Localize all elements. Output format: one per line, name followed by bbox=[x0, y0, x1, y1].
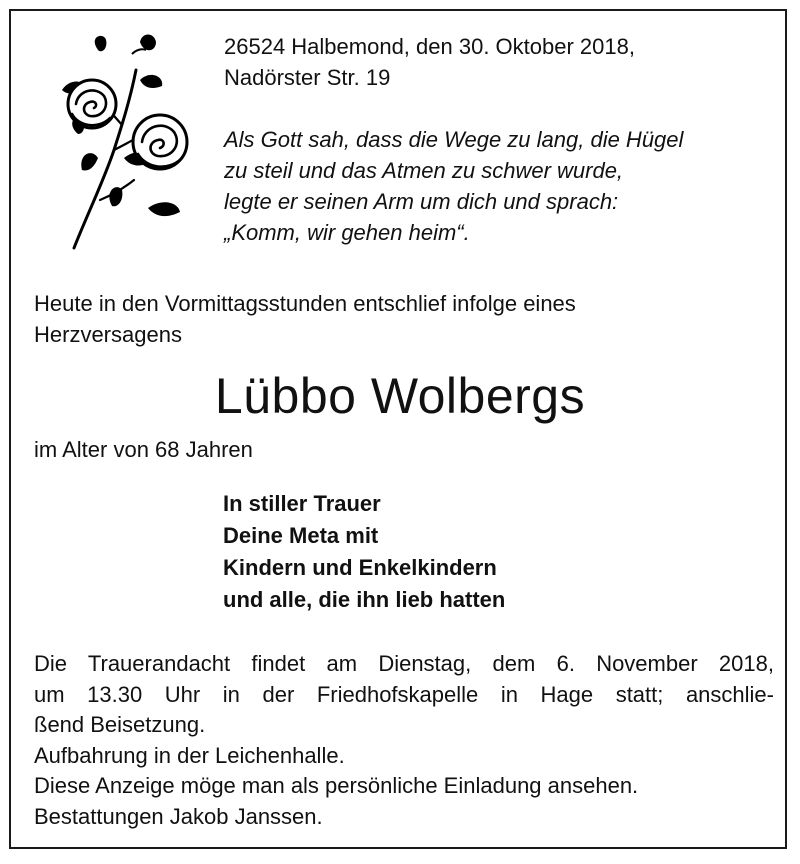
street-address: Nadörster Str. 19 bbox=[224, 65, 391, 90]
info-line: ßend Beisetzung. bbox=[34, 712, 206, 737]
info-line: Aufbahrung in der Leichenhalle. bbox=[34, 742, 345, 768]
info-line: Bestattungen Jakob Janssen. bbox=[34, 803, 323, 829]
info-line: Die Trauerandacht findet am Dienstag, dem 6. November 2018, bbox=[34, 651, 774, 676]
roses-icon bbox=[52, 30, 202, 252]
verse-line: legte er seinen Arm um dich und sprach: bbox=[224, 189, 619, 214]
intro-line: Heute in den Vormittagsstunden entschlief infolge eines bbox=[34, 291, 576, 316]
verse bbox=[224, 124, 683, 248]
mourners-line: In stiller Trauer bbox=[223, 491, 381, 516]
intro-text bbox=[34, 288, 576, 350]
info-line: Diese Anzeige möge man als persönliche Einladung ansehen. bbox=[34, 773, 639, 798]
mourners-line: Deine Meta mit bbox=[223, 523, 379, 548]
verse-line: zu steil und das Atmen zu schwer wurde, bbox=[224, 158, 624, 183]
place-date: 26524 Halbemond, den 30. Oktober 2018, bbox=[224, 34, 635, 59]
funeral-info bbox=[34, 649, 774, 832]
mourners-line: Kindern und Enkelkindern bbox=[223, 555, 497, 580]
info-line: um 13.30 Uhr in der Friedhofskapelle in Hage statt; anschlie- bbox=[34, 681, 774, 707]
mourners-line: und alle, die ihn lieb hatten bbox=[223, 587, 506, 612]
verse-line: „Komm, wir gehen heim“. bbox=[224, 220, 470, 245]
verse-line: Als Gott sah, dass die Wege zu lang, die Hügel bbox=[224, 127, 684, 152]
address-block bbox=[224, 31, 635, 93]
mourners-block bbox=[223, 488, 505, 616]
age-text: im Alter von 68 Jahren bbox=[34, 437, 253, 462]
intro-line: Herzversagens bbox=[34, 322, 182, 347]
deceased-name: Lübbo Wolbergs bbox=[214, 368, 586, 424]
